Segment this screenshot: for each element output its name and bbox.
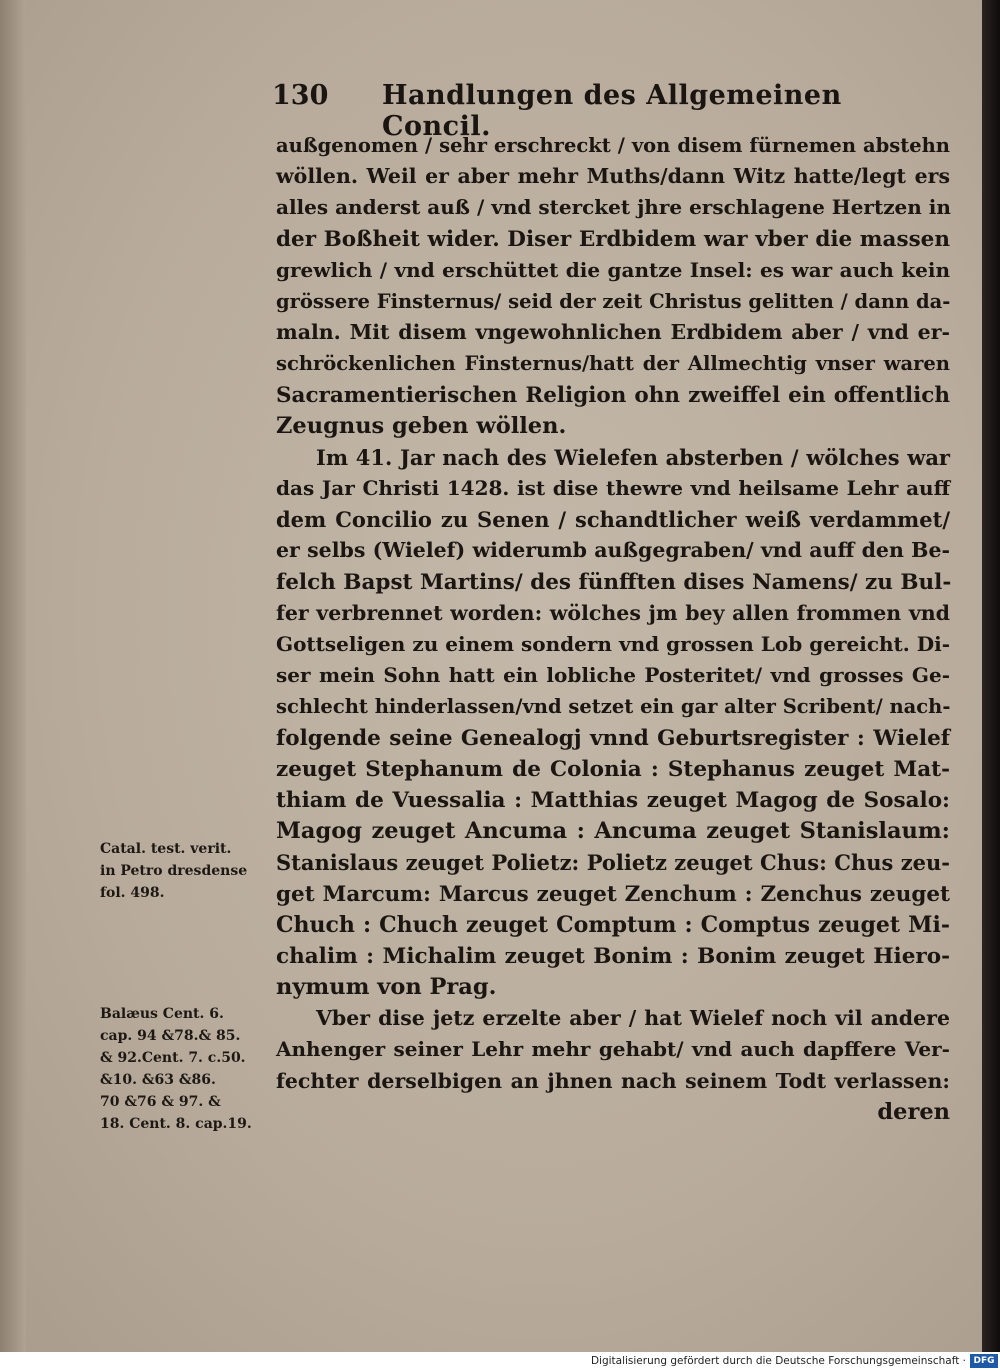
text-line: chalim : Michalim zeuget Bonim : Bonim zeuget Hiero- [276, 943, 950, 969]
text-line: Im 41. Jar nach des Wielefen absterben / wölches war [316, 444, 950, 470]
text-line: grössere Finsternus/ seid der zeit Christus gelitten / dann da- [276, 289, 951, 313]
margin-note-line: Catal. test. verit. [100, 841, 232, 857]
margin-note-line: &10. &63 &86. [100, 1072, 216, 1088]
text-line: Chuch : Chuch zeuget Comptum : Comptus zeuget Mi- [276, 911, 950, 938]
text-line: Vber dise jetz erzelte aber / hat Wielef noch vil andere [316, 1006, 950, 1031]
text-line: Anhenger seiner Lehr mehr gehabt/ vnd auch dapffere Ver- [276, 1037, 950, 1062]
text-line: Zeugnus geben wöllen. [276, 412, 567, 439]
catchword: deren [877, 1098, 950, 1125]
margin-note-line: fol. 498. [100, 885, 165, 901]
page-gutter [0, 0, 26, 1352]
text-line: zeuget Stephanum de Colonia : Stephanus zeuget Mat- [276, 756, 950, 782]
text-line: thiam de Vuessalia : Matthias zeuget Magog de Sosalo: [276, 787, 950, 813]
text-line: wöllen. Weil er aber mehr Muths/dann Witz hatte/legt ers [276, 164, 950, 189]
margin-note-line: 70 &76 & 97. & [100, 1094, 221, 1110]
text-line: folgende seine Genealogj vnnd Geburtsregister : Wielef [276, 725, 950, 751]
text-line: das Jar Christi 1428. ist dise thewre vnd heilsame Lehr auff [276, 476, 950, 501]
margin-note-balaeus [100, 1003, 272, 1135]
page-number: 130 [272, 80, 329, 111]
text-line: der Boßheit wider. Diser Erdbidem war vber die massen [276, 226, 950, 252]
text-line: dem Concilio zu Senen / schandtlicher weiß verdammet/ [276, 507, 950, 533]
text-line: er selbs (Wielef) widerumb außgegraben/ vnd auff den Be- [276, 538, 950, 563]
margin-note-line: & 92.Cent. 7. c.50. [100, 1050, 246, 1066]
footer-credit: Digitalisierung gefördert durch die Deutsche Forschungsgemeinschaft · [590, 1355, 966, 1367]
text-line: fer verbrennet worden: wölches jm bey allen frommen vnd [276, 600, 950, 625]
text-line: außgenomen / sehr erschreckt / von disem fürnemen abstehn [276, 134, 950, 157]
margin-note-line: cap. 94 &78.& 85. [100, 1028, 241, 1044]
page-header [272, 80, 912, 142]
main-text-block [276, 130, 950, 1128]
text-line: Gottseligen zu einem sondern vnd grossen Lob gereicht. Di- [276, 632, 950, 656]
text-line: schröckenlichen Finsternus/hatt der Allmechtig vnser waren [276, 352, 950, 376]
text-line: schlecht hinderlassen/vnd setzet ein gar alter Scribent/ nach- [276, 695, 951, 719]
text-line: grewlich / vnd erschüttet die gantze Insel: es war auch kein [276, 257, 950, 282]
text-line: Sacramentierischen Religion ohn zweiffel ein offentlich [276, 382, 950, 408]
text-line: get Marcum: Marcus zeuget Zenchum : Zenchus zeuget [276, 881, 950, 907]
margin-note-line: in Petro dresdense [100, 863, 248, 879]
text-line: nymum von Prag. [276, 974, 497, 1001]
digitization-footer [0, 1352, 1000, 1370]
dfg-logo-icon: DFG [970, 1354, 998, 1368]
book-edge [982, 0, 1000, 1352]
text-line: maln. Mit disem vngewohnlichen Erdbidem aber / vnd er- [276, 320, 950, 345]
margin-note-line: 18. Cent. 8. cap.19. [100, 1116, 252, 1132]
text-line: ser mein Sohn hatt ein lobliche Posteritet/ vnd grosses Ge- [276, 663, 950, 688]
margin-note-line: Balæus Cent. 6. [100, 1006, 224, 1022]
text-line: felch Bapst Martins/ des fünfften dises Namens/ zu Bul- [276, 569, 952, 595]
text-line: Stanislaus zeuget Polietz: Polietz zeuget Chus: Chus zeu- [276, 850, 950, 876]
text-line: alles anderst auß / vnd stercket jhre erschlagene Hertzen in [276, 195, 951, 220]
running-title: Handlungen des Allgemeinen Concil. [382, 80, 842, 142]
margin-note-catalogus [100, 838, 272, 904]
text-line: Magog zeuget Ancuma : Ancuma zeuget Stanislaum: [276, 818, 950, 845]
text-line: fechter derselbigen an jhnen nach seinem Todt verlassen: [276, 1068, 950, 1093]
